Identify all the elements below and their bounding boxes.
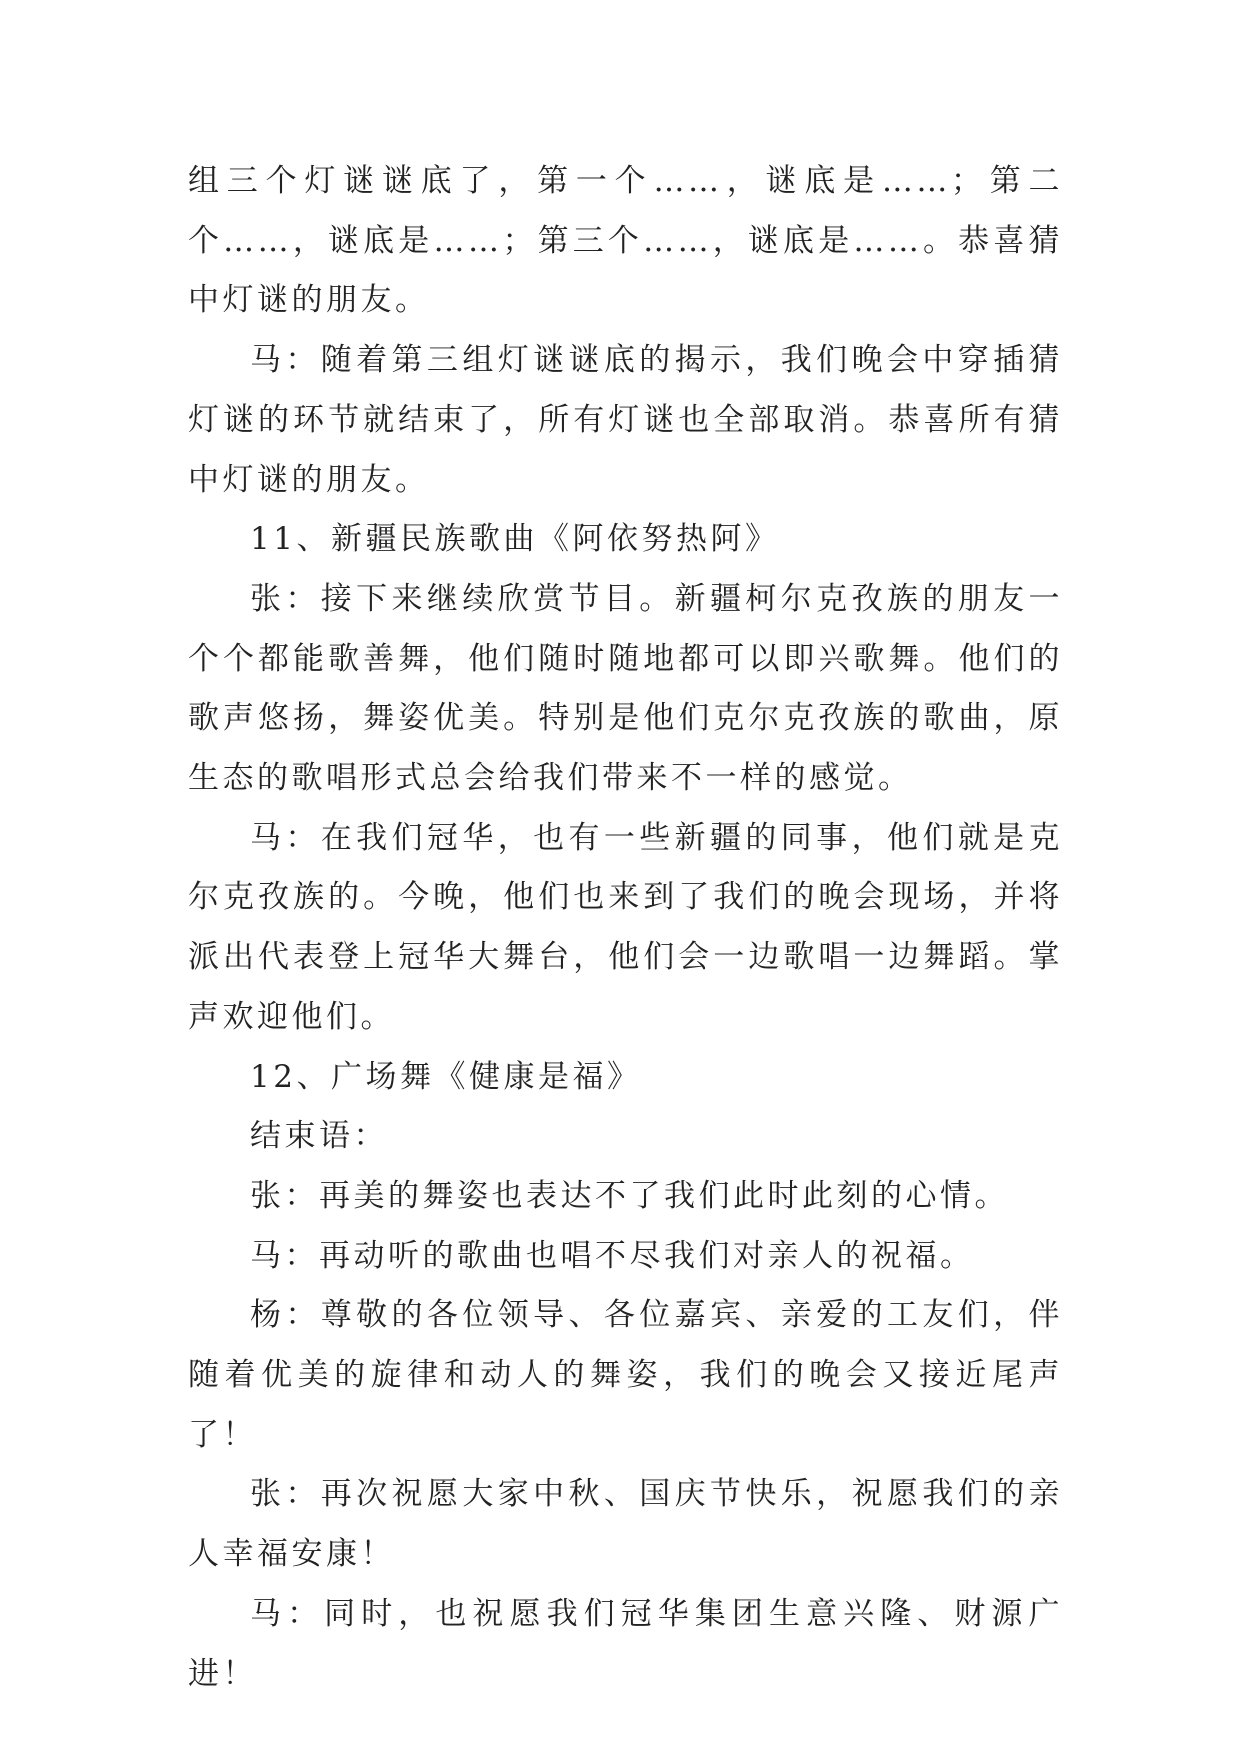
paragraph-10: 杨：尊敬的各位领导、各位嘉宾、亲爱的工友们，伴随着优美的旋律和动人的舞姿，我们的晚会又接近尾声了！ [188,1297,1063,1453]
paragraph-5: 马：在我们冠华，也有一些新疆的同事，他们就是克尔克孜族的。今晚，他们也来到了我们的晚会现场，并将派出代表登上冠华大舞台，他们会一边歌唱一边舞蹈。掌声欢迎他们。 [188,819,1063,1035]
paragraph-12: 马：同时，也祝愿我们冠华集团生意兴隆、财源广进！ [188,1595,1063,1692]
paragraph-4: 张：接下来继续欣赏节目。新疆柯尔克孜族的朋友一个个都能歌善舞，他们随时随地都可以即兴歌舞。他们的歌声悠扬，舞姿优美。特别是他们克尔克孜族的歌曲，原生态的歌唱形式总会给我们带来不一样的感觉。 [188,580,1063,797]
document-body [188,152,1063,1704]
paragraph-2: 马：随着第三组灯谜谜底的揭示，我们晚会中穿插猜灯谜的环节就结束了，所有灯谜也全部取消。恭喜所有猜中灯谜的朋友。 [188,342,1063,498]
paragraph-11: 张：再次祝愿大家中秋、国庆节快乐，祝愿我们的亲人幸福安康！ [188,1476,1063,1573]
paragraph-1: 组三个灯谜谜底了，第一个……，谜底是……；第二个……，谜底是……；第三个……，谜底是……。恭喜猜中灯谜的朋友。 [188,163,1063,319]
program-item-11: 11、新疆民族歌曲《阿依努热阿》 [250,521,780,558]
program-item-12: 12、广场舞《健康是福》 [250,1058,642,1095]
paragraph-9: 马：再动听的歌曲也唱不尽我们对亲人的祝福。 [250,1237,975,1274]
closing-heading: 结束语： [250,1118,388,1155]
paragraph-8: 张：再美的舞姿也表达不了我们此时此刻的心情。 [250,1177,1009,1214]
